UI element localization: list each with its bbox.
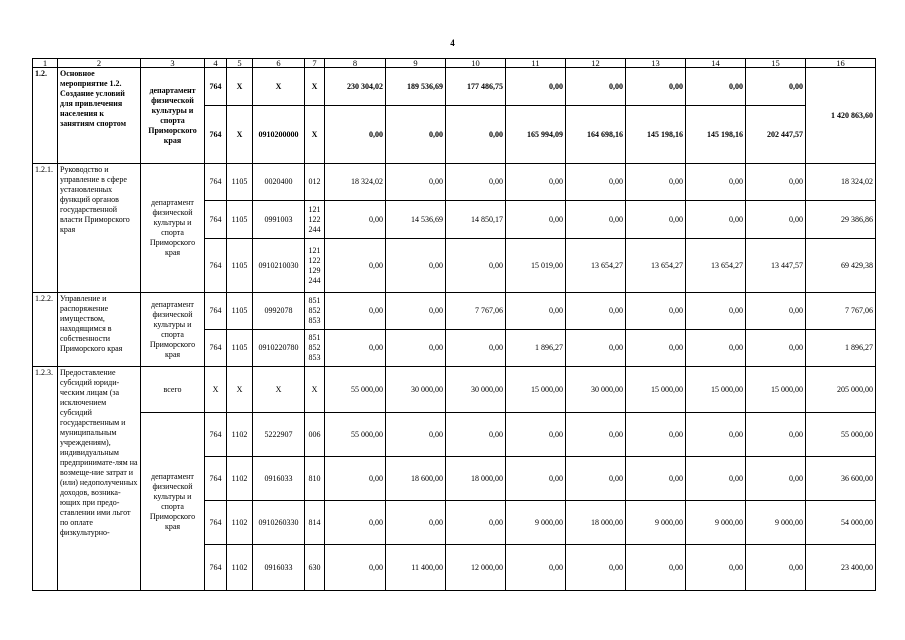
header-cell: 15 xyxy=(746,59,806,68)
value-cell: 18 000,00 xyxy=(566,501,626,545)
total-cell: 18 324,02 xyxy=(806,164,876,201)
value-cell: 202 447,57 xyxy=(746,106,806,164)
value-cell: 0,00 xyxy=(626,293,686,330)
cell: 1102 xyxy=(227,545,253,591)
value-cell: 12 000,00 xyxy=(446,545,506,591)
value-cell: 0,00 xyxy=(386,413,446,457)
value-cell: 9 000,00 xyxy=(626,501,686,545)
value-cell: 0,00 xyxy=(686,68,746,106)
value-cell: 0,00 xyxy=(446,501,506,545)
value-cell: 9 000,00 xyxy=(506,501,566,545)
header-cell: 1 xyxy=(33,59,58,68)
row-number: 1.2.2. xyxy=(33,293,58,367)
value-cell: 0,00 xyxy=(686,293,746,330)
header-row xyxy=(33,59,876,68)
cell: X xyxy=(227,106,253,164)
value-cell: 0,00 xyxy=(446,330,506,367)
cell: X xyxy=(227,68,253,106)
header-cell: 9 xyxy=(386,59,446,68)
cell: 851 852 853 xyxy=(305,293,325,330)
cell: 1102 xyxy=(227,413,253,457)
header-cell: 6 xyxy=(253,59,305,68)
value-cell: 0,00 xyxy=(746,330,806,367)
cell: 0910200000 xyxy=(253,106,305,164)
value-cell: 0,00 xyxy=(325,201,386,239)
value-cell: 0,00 xyxy=(686,545,746,591)
value-cell: 0,00 xyxy=(446,164,506,201)
cell: 814 xyxy=(305,501,325,545)
value-cell: 0,00 xyxy=(325,293,386,330)
value-cell: 30 000,00 xyxy=(446,367,506,413)
table-row xyxy=(33,413,876,457)
value-cell: 0,00 xyxy=(626,413,686,457)
total-cell: 23 400,00 xyxy=(806,545,876,591)
activity-name: Руководство и управление в сфере установленных функций органов государственной власти Приморского края xyxy=(58,164,141,293)
value-cell: 0,00 xyxy=(506,545,566,591)
header-cell: 12 xyxy=(566,59,626,68)
cell: 1102 xyxy=(227,457,253,501)
value-cell: 18 324,02 xyxy=(325,164,386,201)
value-cell: 0,00 xyxy=(386,293,446,330)
cell: 764 xyxy=(205,293,227,330)
value-cell: 14 536,69 xyxy=(386,201,446,239)
value-cell: 55 000,00 xyxy=(325,413,386,457)
header-cell: 5 xyxy=(227,59,253,68)
cell: 0910210030 xyxy=(253,239,305,293)
value-cell: 0,00 xyxy=(325,330,386,367)
cell: 0916033 xyxy=(253,545,305,591)
total-cell: 36 600,00 xyxy=(806,457,876,501)
value-cell: 13 654,27 xyxy=(566,239,626,293)
cell: X xyxy=(227,367,253,413)
cell: 764 xyxy=(205,239,227,293)
value-cell: 30 000,00 xyxy=(566,367,626,413)
value-cell: 0,00 xyxy=(746,201,806,239)
department: департамент физической культуры и спорта Приморского края xyxy=(141,68,205,164)
cell: 764 xyxy=(205,413,227,457)
value-cell: 0,00 xyxy=(325,239,386,293)
cell: 0910260330 xyxy=(253,501,305,545)
value-cell: 15 000,00 xyxy=(506,367,566,413)
value-cell: 145 198,16 xyxy=(626,106,686,164)
cell: X xyxy=(305,367,325,413)
value-cell: 0,00 xyxy=(686,330,746,367)
total-cell: 7 767,06 xyxy=(806,293,876,330)
cell: 810 xyxy=(305,457,325,501)
header-cell: 10 xyxy=(446,59,506,68)
value-cell: 0,00 xyxy=(325,457,386,501)
header-cell: 8 xyxy=(325,59,386,68)
value-cell: 0,00 xyxy=(626,545,686,591)
department: департамент физической культуры и спорта Приморского края xyxy=(141,413,205,591)
cell: X xyxy=(253,68,305,106)
value-cell: 0,00 xyxy=(506,293,566,330)
cell: X xyxy=(305,68,325,106)
table-row xyxy=(33,164,876,201)
department: департамент физической культуры и спорта Приморского края xyxy=(141,293,205,367)
value-cell: 0,00 xyxy=(746,545,806,591)
table-row xyxy=(33,367,876,413)
row-number: 1.2.1. xyxy=(33,164,58,293)
activity-name: Управление и распоряжение имуществом, находящимся в собственности Приморского края xyxy=(58,293,141,367)
value-cell: 0,00 xyxy=(566,68,626,106)
cell: 121 122 244 xyxy=(305,201,325,239)
value-cell: 7 767,06 xyxy=(446,293,506,330)
value-cell: 0,00 xyxy=(746,164,806,201)
value-cell: 0,00 xyxy=(325,545,386,591)
value-cell: 0,00 xyxy=(506,457,566,501)
total-cell: 29 386,86 xyxy=(806,201,876,239)
value-cell: 0,00 xyxy=(746,68,806,106)
cell: 1102 xyxy=(227,501,253,545)
activity-name: Предоставление субсидий юриди-ческим лицам (за исключением субсидий государственным и муниципальным учреждениям), индивидуальным предпринимате-лям на возмеще-ние затрат и (или) недополученных доходов, возника-ющих при предо-ставлении ими льгот по оплате физкультурно- xyxy=(58,367,141,591)
header-cell: 2 xyxy=(58,59,141,68)
cell: 764 xyxy=(205,457,227,501)
value-cell: 0,00 xyxy=(446,413,506,457)
header-cell: 3 xyxy=(141,59,205,68)
value-cell: 0,00 xyxy=(746,457,806,501)
header-cell: 7 xyxy=(305,59,325,68)
cell: 764 xyxy=(205,68,227,106)
cell: 0910220780 xyxy=(253,330,305,367)
cell: 012 xyxy=(305,164,325,201)
value-cell: 0,00 xyxy=(446,239,506,293)
page-number: 4 xyxy=(450,38,455,48)
value-cell: 15 000,00 xyxy=(626,367,686,413)
cell: 764 xyxy=(205,164,227,201)
header-cell: 16 xyxy=(806,59,876,68)
cell: 764 xyxy=(205,106,227,164)
value-cell: 15 000,00 xyxy=(686,367,746,413)
cell: 764 xyxy=(205,330,227,367)
cell: 006 xyxy=(305,413,325,457)
cell: X xyxy=(253,367,305,413)
value-cell: 13 447,57 xyxy=(746,239,806,293)
cell: 0916033 xyxy=(253,457,305,501)
cell: 764 xyxy=(205,545,227,591)
total-cell: 1 896,27 xyxy=(806,330,876,367)
total-cell: 69 429,38 xyxy=(806,239,876,293)
row-number: 1.2. xyxy=(33,68,58,164)
value-cell: 165 994,09 xyxy=(506,106,566,164)
activity-name: Основное мероприятие 1.2. Создание условий для привлечения населения к занятиям спортом xyxy=(58,68,141,164)
cell: X xyxy=(305,106,325,164)
budget-table xyxy=(32,58,876,591)
value-cell: 0,00 xyxy=(506,413,566,457)
value-cell: 145 198,16 xyxy=(686,106,746,164)
value-cell: 18 000,00 xyxy=(446,457,506,501)
value-cell: 15 000,00 xyxy=(746,367,806,413)
cell: 5222907 xyxy=(253,413,305,457)
value-cell: 0,00 xyxy=(626,330,686,367)
value-cell: 0,00 xyxy=(506,68,566,106)
value-cell: 0,00 xyxy=(566,545,626,591)
table-row xyxy=(33,68,876,106)
header-cell: 13 xyxy=(626,59,686,68)
value-cell: 0,00 xyxy=(386,239,446,293)
value-cell: 0,00 xyxy=(626,164,686,201)
total-cell: 205 000,00 xyxy=(806,367,876,413)
cell: 630 xyxy=(305,545,325,591)
total-cell: 1 420 863,60 xyxy=(806,68,876,164)
value-cell: 0,00 xyxy=(506,201,566,239)
cell: 0992078 xyxy=(253,293,305,330)
value-cell: 55 000,00 xyxy=(325,367,386,413)
cell: 0991003 xyxy=(253,201,305,239)
cell: 1105 xyxy=(227,164,253,201)
cell: 764 xyxy=(205,201,227,239)
cell: 1105 xyxy=(227,330,253,367)
value-cell: 0,00 xyxy=(686,457,746,501)
value-cell: 0,00 xyxy=(626,201,686,239)
header-cell: 14 xyxy=(686,59,746,68)
department: департамент физической культуры и спорта Приморского края xyxy=(141,164,205,293)
value-cell: 0,00 xyxy=(626,457,686,501)
value-cell: 0,00 xyxy=(325,106,386,164)
value-cell: 0,00 xyxy=(386,106,446,164)
value-cell: 9 000,00 xyxy=(746,501,806,545)
value-cell: 0,00 xyxy=(325,501,386,545)
value-cell: 0,00 xyxy=(566,457,626,501)
value-cell: 0,00 xyxy=(386,501,446,545)
total-cell: 55 000,00 xyxy=(806,413,876,457)
value-cell: 164 698,16 xyxy=(566,106,626,164)
cell: 1105 xyxy=(227,201,253,239)
value-cell: 0,00 xyxy=(566,201,626,239)
row-number: 1.2.3. xyxy=(33,367,58,591)
value-cell: 189 536,69 xyxy=(386,68,446,106)
department-all: всего xyxy=(141,367,205,413)
value-cell: 0,00 xyxy=(386,164,446,201)
cell: 1105 xyxy=(227,239,253,293)
header-cell: 11 xyxy=(506,59,566,68)
value-cell: 9 000,00 xyxy=(686,501,746,545)
value-cell: 1 896,27 xyxy=(506,330,566,367)
value-cell: 0,00 xyxy=(566,164,626,201)
header-cell: 4 xyxy=(205,59,227,68)
table-row xyxy=(33,293,876,330)
value-cell: 14 850,17 xyxy=(446,201,506,239)
cell: 764 xyxy=(205,501,227,545)
cell: 851 852 853 xyxy=(305,330,325,367)
value-cell: 13 654,27 xyxy=(626,239,686,293)
value-cell: 0,00 xyxy=(566,330,626,367)
value-cell: 30 000,00 xyxy=(386,367,446,413)
value-cell: 0,00 xyxy=(686,201,746,239)
value-cell: 15 019,00 xyxy=(506,239,566,293)
value-cell: 13 654,27 xyxy=(686,239,746,293)
value-cell: 0,00 xyxy=(626,68,686,106)
cell: 121 122 129 244 xyxy=(305,239,325,293)
value-cell: 18 600,00 xyxy=(386,457,446,501)
cell: 1105 xyxy=(227,293,253,330)
value-cell: 11 400,00 xyxy=(386,545,446,591)
total-cell: 54 000,00 xyxy=(806,501,876,545)
value-cell: 0,00 xyxy=(746,413,806,457)
value-cell: 230 304,02 xyxy=(325,68,386,106)
value-cell: 0,00 xyxy=(686,164,746,201)
value-cell: 177 486,75 xyxy=(446,68,506,106)
value-cell: 0,00 xyxy=(506,164,566,201)
value-cell: 0,00 xyxy=(386,330,446,367)
value-cell: 0,00 xyxy=(686,413,746,457)
value-cell: 0,00 xyxy=(446,106,506,164)
value-cell: 0,00 xyxy=(566,413,626,457)
value-cell: 0,00 xyxy=(746,293,806,330)
value-cell: 0,00 xyxy=(566,293,626,330)
cell: X xyxy=(205,367,227,413)
cell: 0020400 xyxy=(253,164,305,201)
